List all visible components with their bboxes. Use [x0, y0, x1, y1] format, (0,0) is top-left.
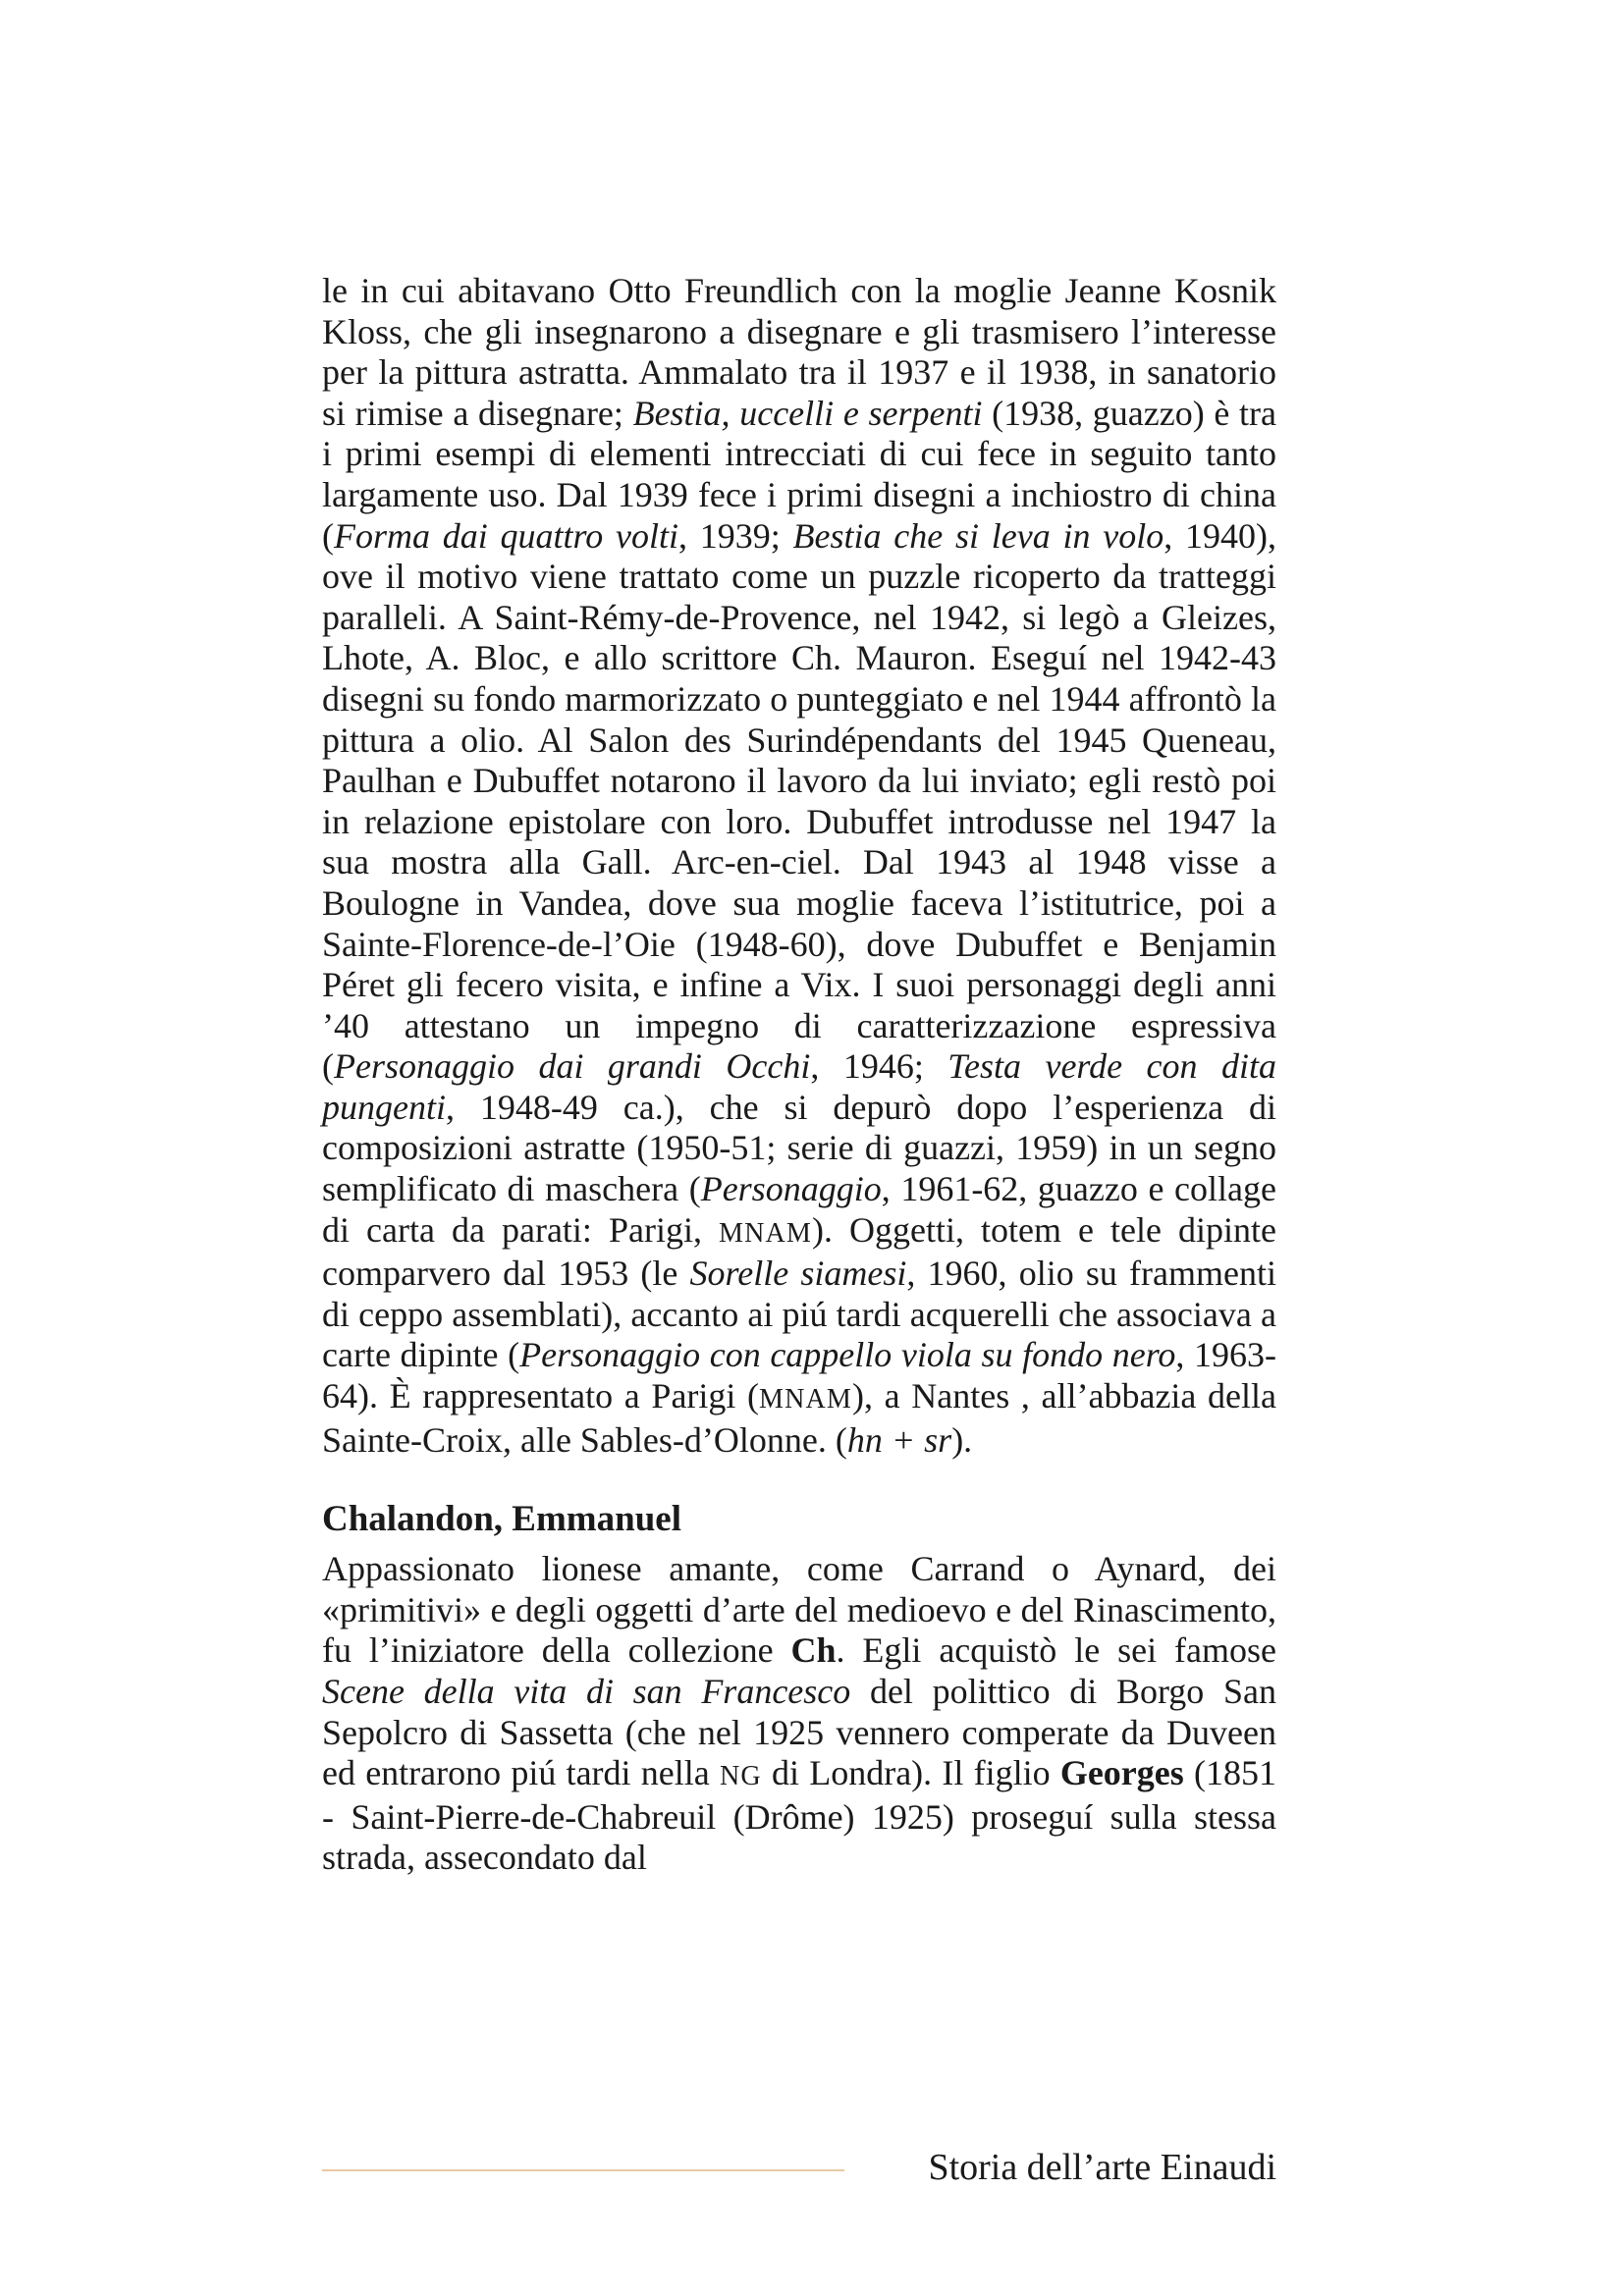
- text-run: . Egli acquistò le sei famose: [836, 1630, 1276, 1671]
- artwork-title: Personaggio con cappello viola su fondo nero: [519, 1335, 1176, 1375]
- text-run: del polittico di Borgo San Sepolcro di Sassetta (che nel 1925 vennero comperate da Duveen ed entrarono piú tardi nella: [322, 1672, 1276, 1793]
- artwork-title: Scene della vita di san Francesco: [322, 1672, 851, 1711]
- text-run: (1851 - Saint-Pierre-de-Chabreuil (Drôme) 1925) proseguí sulla stessa strada, assecondato dal: [322, 1753, 1276, 1878]
- page-content: [322, 271, 1276, 1879]
- author-initials: hn + sr: [846, 1419, 952, 1460]
- page-footer: [322, 2145, 1276, 2194]
- text-run: , 1960, olio su frammenti di ceppo assemblati), accanto ai piú tardi acquerelli che associava a carte dipinte (: [322, 1254, 1276, 1375]
- person-name: Georges: [1059, 1753, 1184, 1793]
- entry-heading: Chalandon, Emmanuel: [322, 1499, 681, 1540]
- entry-paragraph: [322, 1549, 1276, 1879]
- museum-abbreviation: NG: [719, 1761, 762, 1792]
- text-run: di Londra). Il figlio: [761, 1753, 1060, 1793]
- text-run: , 1946;: [810, 1046, 948, 1087]
- text-run: , 1940), ove il motivo viene trattato come un puzzle ricoperto da tratteggi paralleli. A Saint-Rémy-de-Provence, nel 1942, si legò a Gleizes, Lhote, A. Bloc, e allo scrittore Ch. Mauron. Eseguí nel 1942-43 disegni su fondo marmorizzato o punteggiato e nel 1944 affrontò la pittura a olio. Al Salon des Surindépendants del 1945 Queneau, Paulhan e Dubuffet notarono il lavoro da lui inviato; egli restò poi in relazione epistolare con loro. Dubuffet introdusse nel 1947 la sua mostra alla Gall. Arc-en-ciel. Dal 1943 al 1948 visse a Boulogne in Vandea, dove sua moglie faceva l’istitutrice, poi a Sainte-Florence-de-l’Oie (1948-60), dove Dubuffet e Benjamin Péret gli fecero visita, e infine a Vix. I suoi personaggi degli anni ’40 attestano un impegno di caratterizzazione espressiva (: [322, 515, 1276, 1087]
- collection-name: Ch: [790, 1630, 837, 1671]
- artwork-title: Bestia, uccelli e serpenti: [632, 393, 983, 433]
- artwork-title: Personaggio: [700, 1169, 882, 1209]
- text-run: (1938, guazzo) è tra i primi esempi di elementi intrecciati di cui fece in seguito tanto largamente uso. Dal 1939 fece i primi disegni a inchiostro di china (: [322, 393, 1276, 556]
- text-run: ). Oggetti, totem e tele dipinte comparvero dal 1953 (le: [322, 1209, 1276, 1294]
- footer-rule: [322, 2169, 844, 2171]
- text-run: , 1948-49 ca.), che si depurò dopo l’esperienza di composizioni astratte (1950-51; serie di guazzi, 1959) in un segno semplificato di maschera (: [322, 1087, 1276, 1209]
- museum-abbreviation: MNAM: [718, 1217, 812, 1249]
- artwork-title: Testa verde con dita pungenti: [322, 1046, 1276, 1127]
- text-run: ).: [951, 1419, 973, 1460]
- artwork-title: Sorelle siamesi: [689, 1254, 907, 1294]
- text-run: Appassionato lionese amante, come Carrand o Aynard, dei «primitivi» e degli oggetti d’arte del medioevo e del Rinascimento, fu l’iniziatore della collezione: [322, 1549, 1276, 1671]
- text-run: ), a Nantes , all’abbazia della Sainte-Croix, alle Sables-d’Olonne. (: [322, 1376, 1277, 1460]
- body-paragraph: [322, 271, 1276, 1461]
- text-run: , 1963-64). È rappresentato a Parigi (: [322, 1335, 1276, 1416]
- text-run: , 1939;: [677, 515, 793, 556]
- museum-abbreviation: MNAM: [759, 1384, 853, 1415]
- footer-title: Storia dell’arte Einaudi: [928, 2147, 1276, 2188]
- artwork-title: Bestia che si leva in volo: [792, 515, 1164, 556]
- artwork-title: Forma dai quattro volti: [334, 515, 678, 556]
- artwork-title: Personaggio dai grandi Occhi: [334, 1046, 811, 1087]
- text-run: le in cui abitavano Otto Freundlich con la moglie Jeanne Kosnik Kloss, che gli insegnarono a disegnare e gli trasmisero l’interesse per la pittura astratta. Ammalato tra il 1937 e il 1938, in sanatorio si rimise a disegnare;: [322, 271, 1276, 433]
- text-run: , 1961-62, guazzo e collage di carta da parati: Parigi,: [322, 1169, 1277, 1250]
